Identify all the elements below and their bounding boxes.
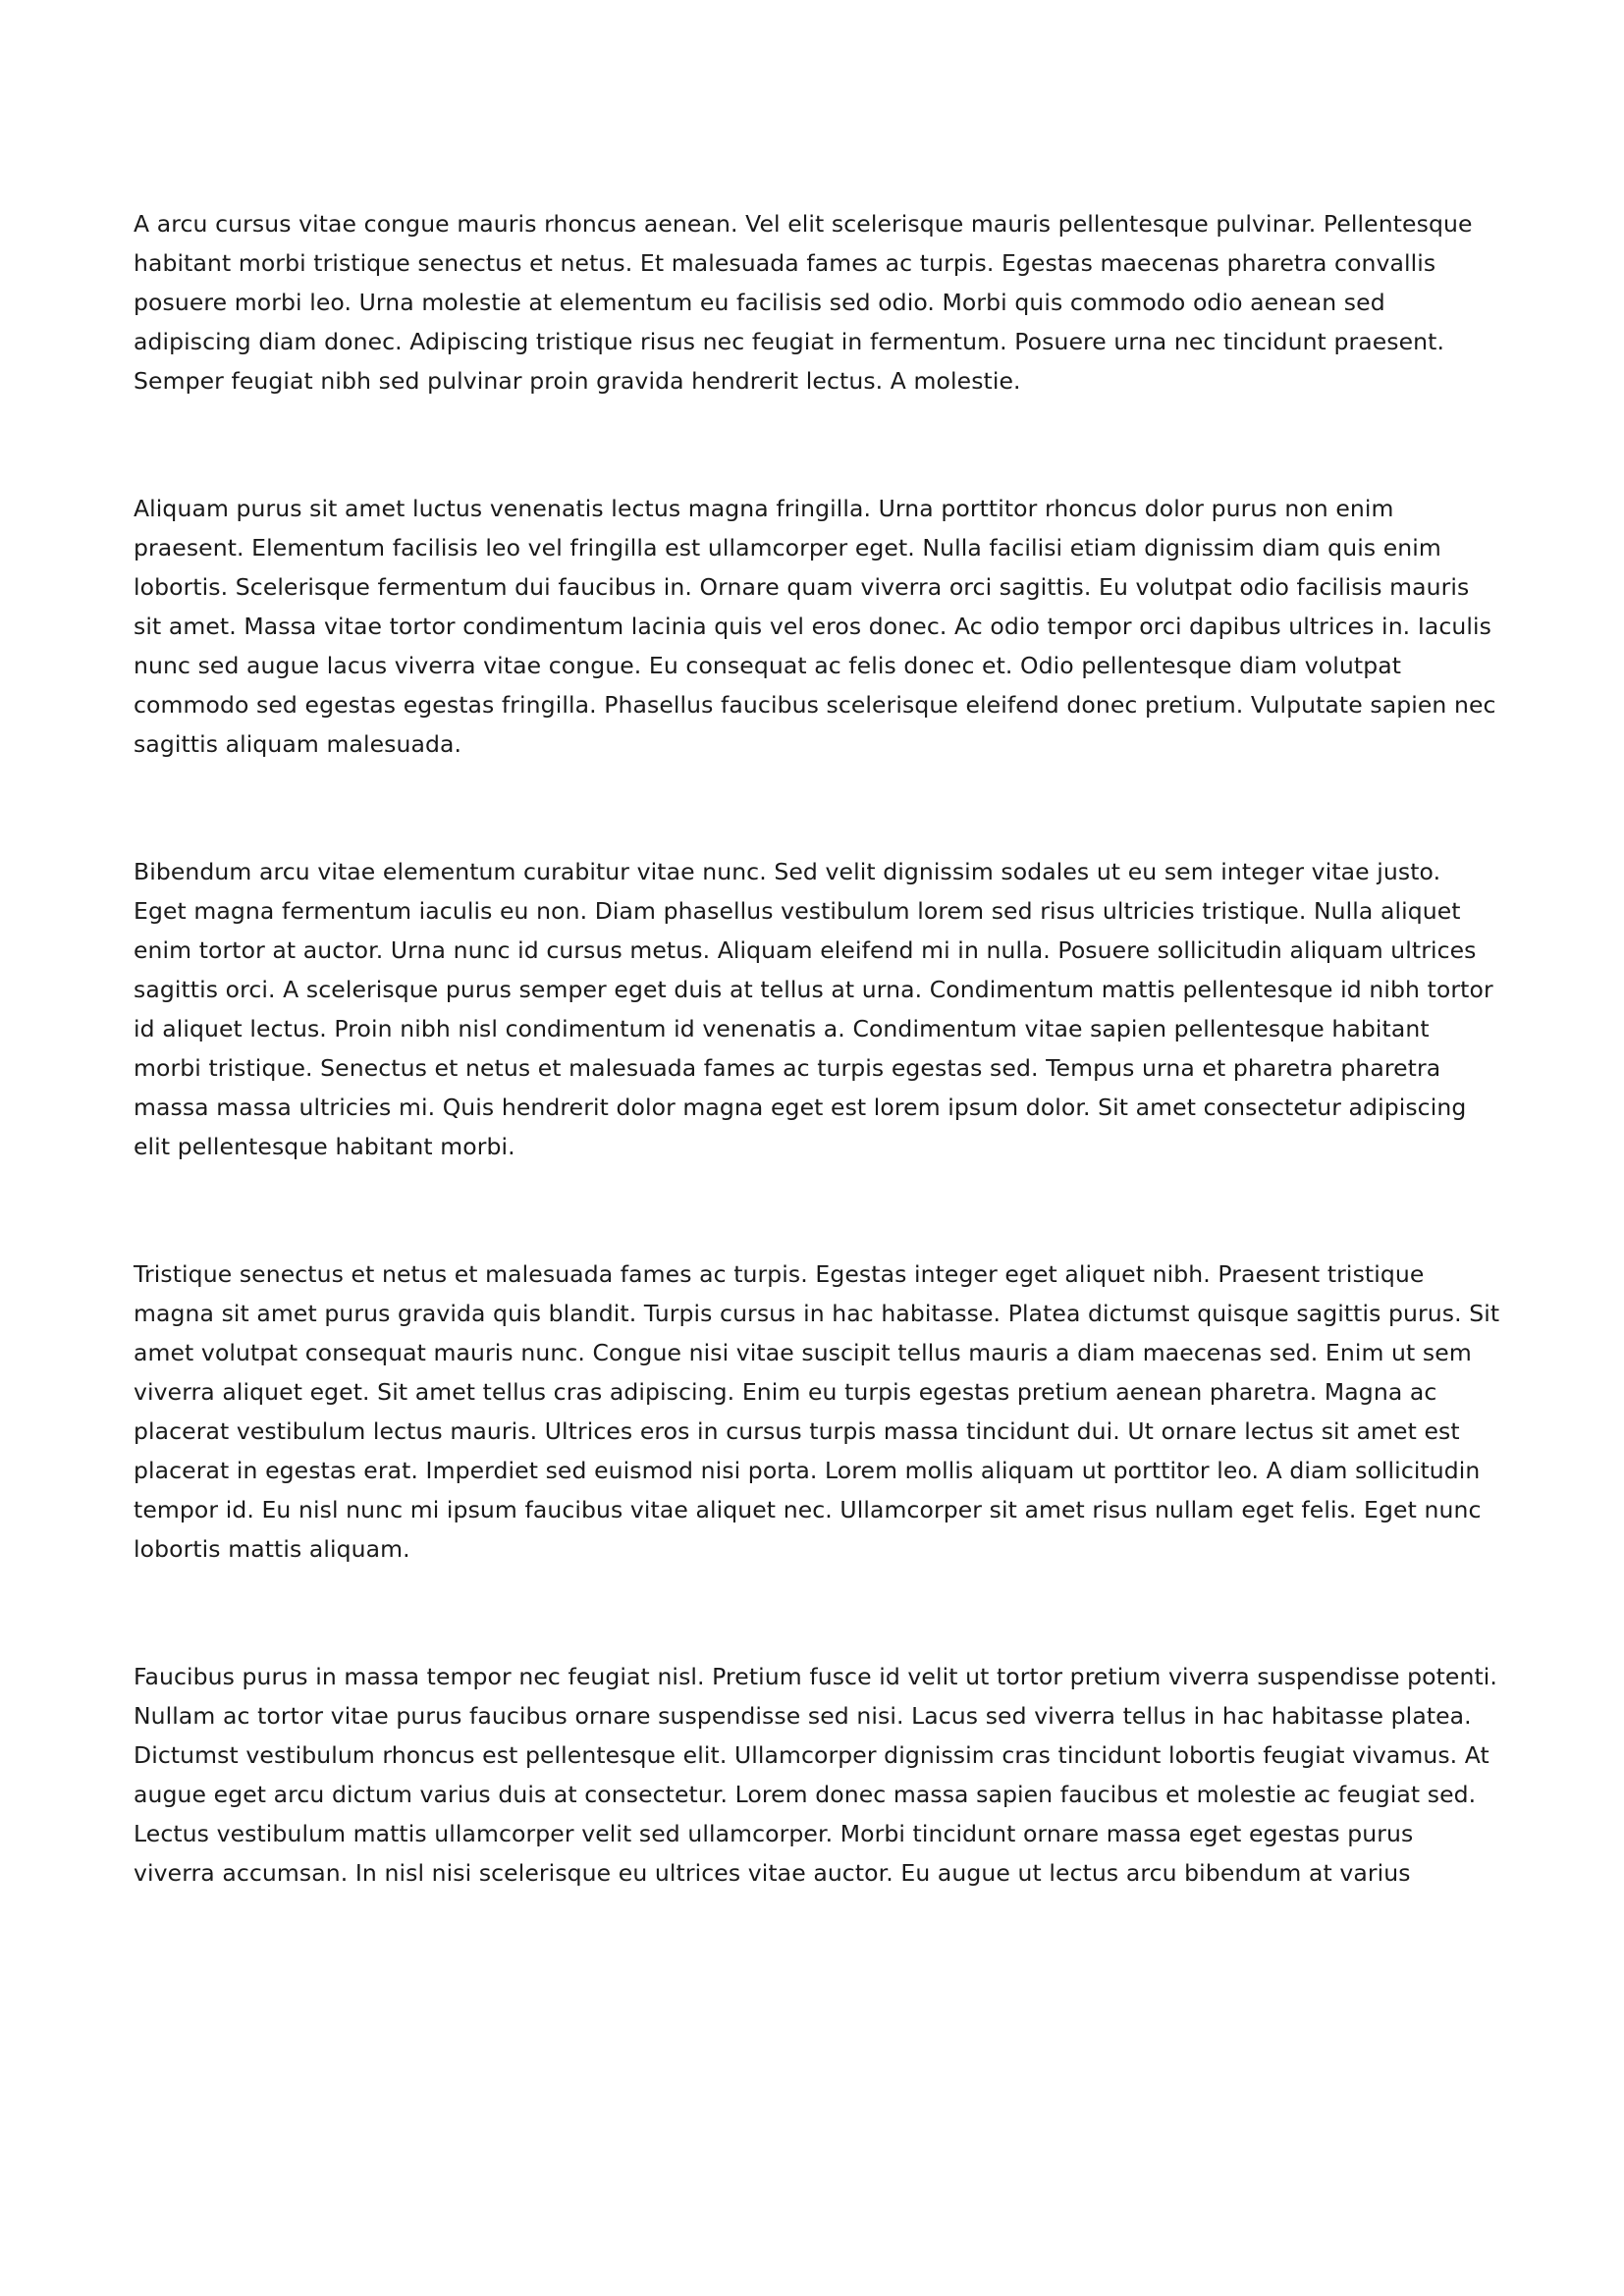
paragraph-3: Bibendum arcu vitae elementum curabitur vitae nunc. Sed velit dignissim sodales ut eu sem integer vitae justo. Eget magna fermentum iaculis eu non. Diam phasellus vestibulum lorem sed risus ultricies tristique. Nulla aliquet enim tortor at auctor. Urna nunc id cursus metus. Aliquam eleifend mi in nulla. Posuere sollicitudin aliquam ultrices sagittis orci. A scelerisque purus semper eget duis at tellus at urna. Condimentum mattis pellentesque id nibh tortor id aliquet lectus. Proin nibh nisl condimentum id venenatis a. Condimentum vitae sapien pellentesque habitant morbi tristique. Senectus et netus et malesuada fames ac turpis egestas sed. Tempus urna et pharetra pharetra massa massa ultricies mi. Quis hendrerit dolor magna eget est lorem ipsum dolor. Sit amet consectetur adipiscing elit pellentesque habitant morbi. — [134, 858, 1493, 1160]
paragraph-2: Aliquam purus sit amet luctus venenatis lectus magna fringilla. Urna porttitor rhoncus dolor purus non enim praesent. Elementum facilisis leo vel fringilla est ullamcorper eget. Nulla facilisi etiam dignissim diam quis enim lobortis. Scelerisque fermentum dui faucibus in. Ornare quam viverra orci sagittis. Eu volutpat odio facilisis mauris sit amet. Massa vitae tortor condimentum lacinia quis vel eros donec. Ac odio tempor orci dapibus ultrices in. Iaculis nunc sed augue lacus viverra vitae congue. Eu consequat ac felis donec et. Odio pellentesque diam volutpat commodo sed egestas egestas fringilla. Phasellus faucibus scelerisque eleifend donec pretium. Vulputate sapien nec sagittis aliquam malesuada. — [134, 495, 1496, 758]
paragraph-4: Tristique senectus et netus et malesuada fames ac turpis. Egestas integer eget aliquet nibh. Praesent tristique magna sit amet purus gravida quis blandit. Turpis cursus in hac habitasse. Platea dictumst quisque sagittis purus. Sit amet volutpat consequat mauris nunc. Congue nisi vitae suscipit tellus mauris a diam maecenas sed. Enim ut sem viverra aliquet eget. Sit amet tellus cras adipiscing. Enim eu turpis egestas pretium aenean pharetra. Magna ac placerat vestibulum lectus mauris. Ultrices eros in cursus turpis massa tincidunt dui. Ut ornare lectus sit amet est placerat in egestas erat. Imperdiet sed euismod nisi porta. Lorem mollis aliquam ut porttitor leo. A diam sollicitudin tempor id. Eu nisl nunc mi ipsum faucibus vitae aliquet nec. Ullamcorper sit amet risus nullam eget felis. Eget nunc lobortis mattis aliquam. — [134, 1260, 1500, 1563]
paragraph-1: A arcu cursus vitae congue mauris rhoncus aenean. Vel elit scelerisque mauris pellentesque pulvinar. Pellentesque habitant morbi tristique senectus et netus. Et malesuada fames ac turpis. Egestas maecenas pharetra convallis posuere morbi leo. Urna molestie at elementum eu facilisis sed odio. Morbi quis commodo odio aenean sed adipiscing diam donec. Adipiscing tristique risus nec feugiat in fermentum. Posuere urna nec tincidunt praesent. Semper feugiat nibh sed pulvinar proin gravida hendrerit lectus. A molestie. — [134, 210, 1473, 395]
paragraph-5: Faucibus purus in massa tempor nec feugiat nisl. Pretium fusce id velit ut tortor pretium viverra suspendisse potenti. Nullam ac tortor vitae purus faucibus ornare suspendisse sed nisi. Lacus sed viverra tellus in hac habitasse platea. Dictumst vestibulum rhoncus est pellentesque elit. Ullamcorper dignissim cras tincidunt lobortis feugiat vivamus. At augue eget arcu dictum varius duis at consectetur. Lorem donec massa sapien faucibus et molestie ac feugiat sed. Lectus vestibulum mattis ullamcorper velit sed ullamcorper. Morbi tincidunt ornare massa eget egestas purus viverra accumsan. In nisl nisi scelerisque eu ultrices vitae auctor. Eu augue ut lectus arcu bibendum at varius — [134, 1663, 1497, 1887]
